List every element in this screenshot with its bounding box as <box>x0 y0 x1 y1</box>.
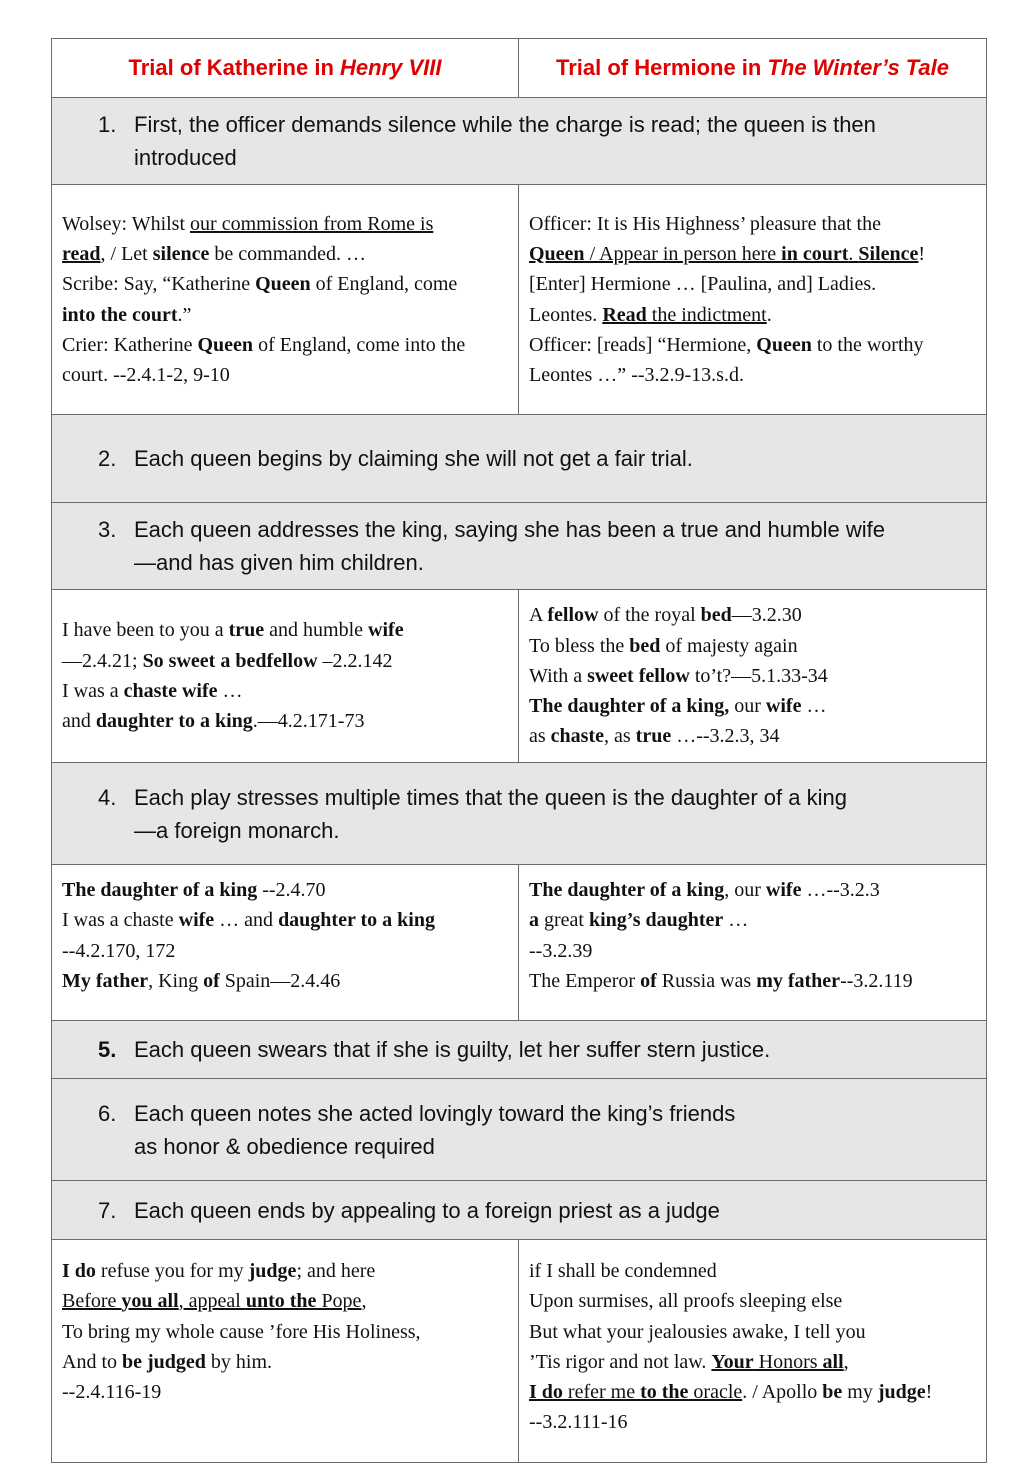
header-left-prefix: Trial of Katherine in <box>128 55 340 80</box>
quote-text: of the royal <box>598 604 701 627</box>
quote-text: oracle <box>688 1381 743 1404</box>
quote-text: silence <box>152 242 210 265</box>
quote-text: judge <box>877 1381 926 1404</box>
quote-text: our <box>729 695 766 718</box>
quote-text: Wolsey: Whilst <box>62 212 191 235</box>
quote-text: into the court <box>62 303 178 326</box>
quote-text: my father <box>756 969 841 992</box>
quote-text: of England, come into the <box>253 333 466 356</box>
quote-text: all <box>822 1350 844 1373</box>
quote-text: So sweet a bedfellow <box>142 649 318 672</box>
quote-text: Before <box>62 1290 122 1313</box>
quote-text: … <box>723 909 749 932</box>
quote-text: Appear in person here <box>599 242 782 265</box>
quote-text: Silence <box>858 242 919 265</box>
section-number: 1. <box>98 112 117 137</box>
quote-text: A <box>529 604 548 627</box>
katherine-quote-4 <box>52 865 519 1021</box>
quote-text: read <box>62 242 101 265</box>
quote-text: to’t?—5.1.33-34 <box>689 664 828 687</box>
quote-text: … and <box>214 909 279 932</box>
quote-text: bed <box>629 634 661 657</box>
quote-text: Russia was <box>656 969 757 992</box>
quote-text: in court <box>781 242 849 265</box>
section-number: 4. <box>98 784 117 810</box>
quote-text: Crier: Katherine <box>62 333 198 356</box>
section-1 <box>52 98 987 185</box>
quote-text: I was a <box>62 680 124 702</box>
quote-text: king’s daughter <box>588 909 724 932</box>
quote-text: .” <box>177 303 192 326</box>
quote-text: and <box>62 710 96 733</box>
section-5 <box>52 1021 987 1079</box>
header-right-prefix: Trial of Hermione in <box>555 55 768 80</box>
quote-text: judge <box>248 1260 297 1282</box>
section-text: introduced <box>134 145 237 170</box>
quote-text: wife <box>765 879 802 901</box>
quote-text: My father <box>62 969 149 992</box>
section-7 <box>52 1181 987 1240</box>
quote-text: Queen <box>756 333 812 356</box>
quote-text: , as <box>604 725 636 748</box>
section-2 <box>52 415 987 503</box>
quote-text: our commission from Rome is <box>190 212 434 235</box>
header-left-play: Henry VIII <box>340 55 442 80</box>
quote-text: , appeal <box>178 1290 246 1313</box>
quote-text: ; and here <box>296 1260 376 1282</box>
quote-text: , <box>361 1290 367 1313</box>
quote-text: my <box>842 1381 878 1404</box>
quote-text: Officer: [reads] “Hermione, <box>529 333 757 356</box>
quote-text: daughter to a king <box>278 909 435 932</box>
section-text: —and has given him children. <box>134 550 424 575</box>
quote-text: —3.2.30 <box>731 604 802 627</box>
quote-text: be <box>822 1381 843 1404</box>
quote-text: sweet fellow <box>587 664 690 687</box>
quote-text: refer me <box>562 1381 641 1404</box>
quote-text: you all <box>121 1290 179 1313</box>
quote-text: , <box>843 1350 849 1373</box>
quote-text: wife <box>178 909 215 932</box>
quote-text: by him. <box>205 1350 273 1373</box>
section-text: First, the officer demands silence while the charge is read; the queen is then <box>134 112 876 137</box>
quote-text: With a <box>529 664 588 687</box>
quote-text: Leontes …” --3.2.9-13.s.d. <box>529 364 744 387</box>
section-text: as honor & obedience required <box>134 1133 435 1159</box>
quote-text: a <box>529 909 539 932</box>
quote-text: unto the <box>245 1290 317 1313</box>
quote-text: To bring my whole cause ’fore His Holiness, <box>62 1320 421 1343</box>
quote-text: to the <box>640 1381 689 1404</box>
quote-text: I was a chaste <box>62 909 179 932</box>
quote-text: … <box>801 695 827 718</box>
quote-text: .—4.2.171-73 <box>252 710 365 733</box>
quote-text: --4.2.170, 172 <box>62 939 176 962</box>
hermione-quote-7 <box>519 1240 987 1463</box>
quote-text: bed <box>700 604 732 627</box>
quote-text: Pope <box>316 1290 362 1313</box>
quote-text: …--3.2.3 <box>801 879 880 901</box>
quote-text: wife <box>765 695 802 718</box>
quote-text: Honors <box>753 1350 823 1373</box>
comparison-table <box>51 38 987 1463</box>
quote-text: chaste <box>550 725 604 748</box>
quote-text: and humble <box>264 619 369 642</box>
quote-text: --3.2.119 <box>840 969 913 992</box>
section-text: Each queen addresses the king, saying she has been a true and humble wife <box>134 517 885 542</box>
quote-text: true <box>635 725 672 748</box>
katherine-quote-7 <box>52 1240 519 1463</box>
hermione-quote-4 <box>519 865 987 1021</box>
quote-text: Scribe: Say, “Katherine <box>62 273 256 296</box>
quote-text: . / Apollo <box>742 1381 823 1404</box>
header-katherine <box>52 39 519 98</box>
quote-text: great <box>539 909 589 932</box>
quote-text: / <box>584 242 600 265</box>
section-number: 5. <box>98 1037 117 1062</box>
quote-text: Your <box>711 1350 754 1373</box>
quote-text: fellow <box>547 604 599 627</box>
section-text: Each queen ends by appealing to a foreign priest as a judge <box>134 1197 720 1223</box>
quote-text: the indictment <box>646 303 767 326</box>
quote-text: ! <box>925 1381 933 1404</box>
quote-text: Leontes. <box>529 303 603 326</box>
quote-text: court. --2.4.1-2, 9-10 <box>62 364 230 387</box>
quote-text: Read <box>602 303 647 326</box>
katherine-quote-3 <box>52 590 519 763</box>
section-6 <box>52 1079 987 1181</box>
katherine-quote-1 <box>52 185 519 415</box>
quote-text: Officer: It is His Highness’ pleasure that the <box>529 212 881 235</box>
quote-text: true <box>228 619 265 642</box>
quote-text: to the worthy <box>811 333 924 356</box>
quote-text: I do <box>62 1260 96 1282</box>
quote-text: , / Let <box>100 242 153 265</box>
quote-text: . <box>848 242 859 265</box>
quote-text: , King <box>148 969 204 992</box>
quote-text: Queen <box>529 242 585 265</box>
quote-text: of <box>203 969 220 992</box>
quote-text: --2.4.116-19 <box>62 1381 162 1404</box>
quote-text: , our <box>724 879 766 901</box>
quote-text: The daughter of a king <box>62 879 258 901</box>
quote-text: wife <box>368 619 404 642</box>
quote-text: Upon surmises, all proofs sleeping else <box>529 1290 843 1313</box>
section-number: 6. <box>98 1100 117 1126</box>
quote-text: —2.4.21; <box>62 649 143 672</box>
quote-text: as <box>529 725 551 748</box>
section-text: Each play stresses multiple times that the queen is the daughter of a king <box>134 784 847 810</box>
quote-text: –2.2.142 <box>317 649 393 672</box>
section-text: Each queen swears that if she is guilty, let her suffer stern justice. <box>134 1037 771 1062</box>
quote-text: The daughter of a king <box>529 879 725 901</box>
section-text: Each queen begins by claiming she will not get a fair trial. <box>134 446 693 471</box>
quote-text: be judged <box>122 1350 206 1373</box>
quote-text: To bless the <box>529 634 630 657</box>
section-text: —a foreign monarch. <box>134 817 340 843</box>
section-number: 2. <box>98 446 117 471</box>
quote-text: be commanded. … <box>209 242 367 265</box>
section-text: Each queen notes she acted lovingly toward the king’s friends <box>134 1100 736 1126</box>
quote-text: chaste wife <box>123 680 218 702</box>
quote-text: …--3.2.3, 34 <box>671 725 780 748</box>
quote-text: Spain—2.4.46 <box>219 969 341 992</box>
hermione-quote-3 <box>519 590 987 763</box>
quote-text: of England, come <box>310 273 458 296</box>
quote-text: … <box>217 680 243 702</box>
header-right-play: The Winter’s Tale <box>767 55 950 80</box>
section-number: 3. <box>98 517 117 542</box>
section-4 <box>52 763 987 865</box>
quote-text: ! <box>918 242 926 265</box>
quote-text: I have been to you a <box>62 619 229 642</box>
quote-text: I do <box>529 1381 563 1404</box>
quote-text: --3.2.111-16 <box>529 1411 628 1434</box>
quote-text: Queen <box>255 273 311 296</box>
quote-text: daughter to a king <box>95 710 253 733</box>
quote-text: The Emperor <box>529 969 641 992</box>
quote-text: Queen <box>197 333 254 356</box>
hermione-quote-1 <box>519 185 987 415</box>
section-number: 7. <box>98 1197 117 1223</box>
quote-text: of <box>640 969 657 992</box>
quote-text: of majesty again <box>660 634 798 657</box>
quote-text: --3.2.39 <box>529 939 593 962</box>
quote-text: But what your jealousies awake, I tell you <box>529 1320 866 1343</box>
header-hermione <box>519 39 987 98</box>
quote-text: . <box>766 303 772 326</box>
quote-text: The daughter of a king, <box>529 695 730 718</box>
section-3 <box>52 503 987 590</box>
quote-text: refuse you for my <box>95 1260 249 1282</box>
quote-text: And to <box>62 1350 122 1373</box>
quote-text: [Enter] Hermione … [Paulina, and] Ladies. <box>529 273 877 296</box>
quote-text: if I shall be condemned <box>529 1260 717 1282</box>
quote-text: ’Tis rigor and not law. <box>529 1350 712 1373</box>
quote-text: --2.4.70 <box>257 879 326 901</box>
